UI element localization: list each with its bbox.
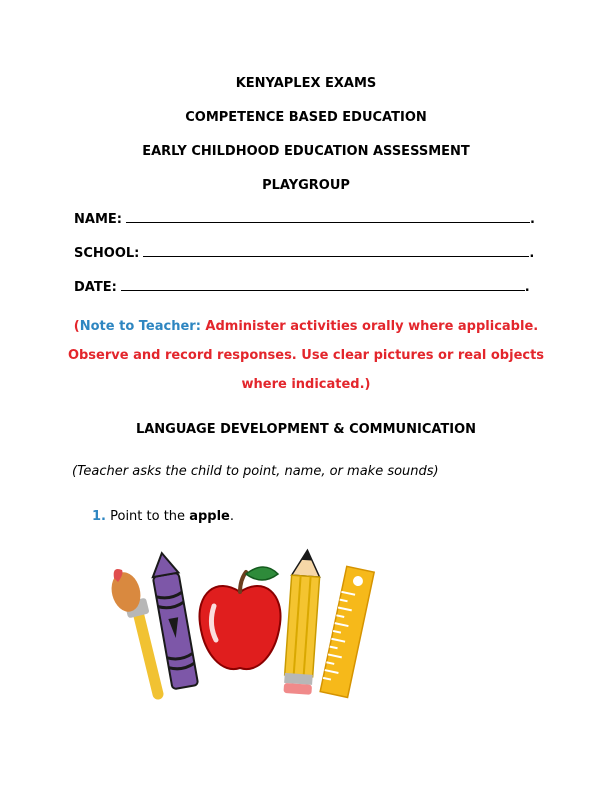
note-close-paren: ) [364, 377, 371, 392]
section-instruction: (Teacher asks the child to point, name, or make sounds) [72, 464, 439, 479]
question-1-suffix: . [229, 509, 234, 524]
school-label: SCHOOL: [74, 246, 140, 261]
school-line[interactable] [143, 244, 529, 257]
assessment-title: EARLY CHILDHOOD EDUCATION ASSESSMENT [142, 144, 470, 159]
note-label: Note to Teacher: [79, 319, 201, 334]
date-label: DATE: [74, 280, 117, 295]
name-line[interactable] [126, 210, 530, 223]
name-label: NAME: [74, 212, 122, 227]
school-supplies-illustration [100, 548, 380, 700]
ruler-icon [320, 566, 374, 697]
date-field[interactable] [74, 278, 530, 295]
question-1 [92, 509, 234, 524]
school-field[interactable] [74, 244, 534, 261]
apple-icon [199, 567, 280, 669]
name-field[interactable] [74, 210, 535, 227]
question-1-number: 1. [92, 509, 106, 524]
note-open-paren: ( [73, 319, 80, 334]
paintbrush-icon [108, 569, 158, 694]
level-heading: PLAYGROUP [262, 178, 350, 193]
section-title: LANGUAGE DEVELOPMENT & COMMUNICATION [135, 422, 477, 437]
date-end-mark: . [524, 280, 530, 295]
curriculum-heading: COMPETENCE BASED EDUCATION [185, 110, 427, 125]
school-name-heading: KENYAPLEX EXAMS [235, 76, 377, 91]
date-line[interactable] [121, 278, 525, 291]
teacher-note [60, 312, 552, 399]
pencil-icon [283, 549, 321, 695]
question-1-prefix: Point to the [105, 509, 190, 524]
school-end-mark: . [529, 246, 535, 261]
question-1-keyword: apple [189, 509, 230, 524]
note-text: Administer activities orally where applicable. Observe and record responses. Use clear pictures or real objects where indicated. [67, 319, 545, 392]
name-end-mark: . [529, 212, 535, 227]
